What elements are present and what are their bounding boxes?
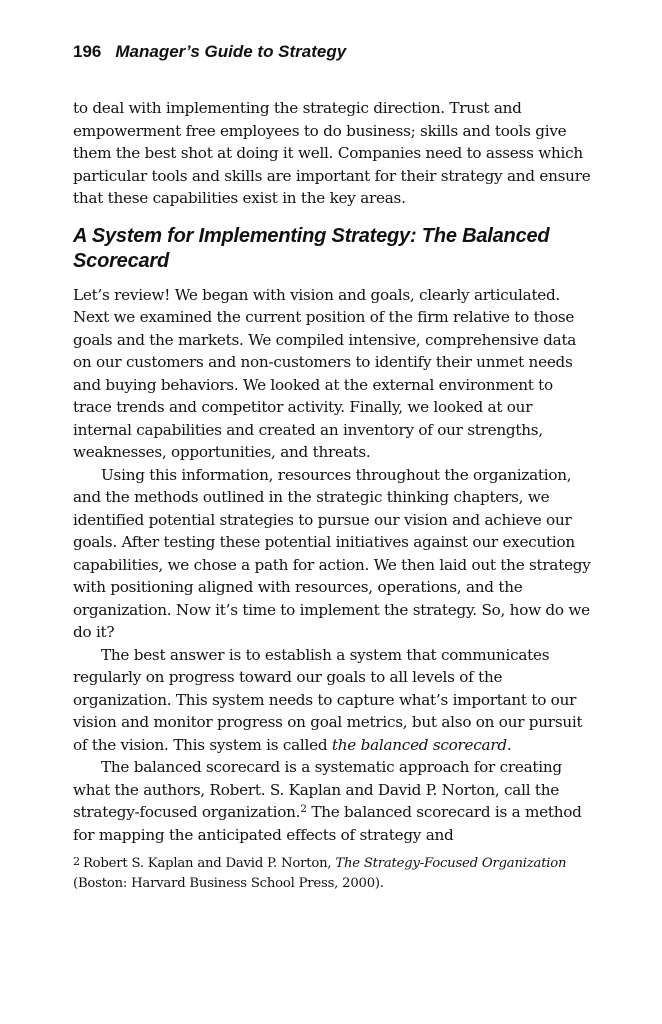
body-text	[73, 97, 593, 846]
footnote	[73, 854, 593, 893]
balanced-scorecard-term: the balanced scorecard.	[331, 735, 512, 754]
paragraph-best-answer-text: The best answer is to establish a system that communicates regularly on progress toward our goals to all levels of the organization. This system needs to capture what’s important to our vision and monitor progress on goal metrics, but also on our pursuit of the vision. This system is called	[73, 645, 583, 754]
footnote-marker: 2	[73, 854, 80, 868]
book-page	[73, 40, 593, 893]
book-title: Manager’s Guide to Strategy	[115, 42, 347, 61]
footnote-reference[interactable]: 2	[300, 802, 307, 816]
paragraph-scorecard-definition	[73, 756, 593, 846]
page-number: 196	[73, 42, 102, 61]
footnote-publication: (Boston: Harvard Business School Press, 2000).	[73, 875, 384, 891]
running-header	[73, 40, 593, 64]
paragraph-review: Let’s review! We began with vision and goals, clearly articulated. Next we examined the current position of the firm relative to those goals and the markets. We compiled intensive, comprehensive data on our customers and non-customers to identify their unmet needs and buying behaviors. We looked at the external environment to trace trends and competitor activity. Finally, we looked at our internal capabilities and created an inventory of our strengths, weaknesses, opportunities, and threats.	[73, 285, 577, 461]
section-heading: A System for Implementing Strategy: The Balanced Scorecard	[73, 224, 550, 272]
paragraph-scorecard-text: The balanced scorecard is a systematic approach for creating what the authors, Robert. S. Kaplan and David P. Norton, call the strategy-focused organization.	[73, 758, 562, 821]
paragraph-scorecard-rest: The balanced scorecard is a method for mapping the anticipated effects of strategy and	[73, 803, 582, 844]
paragraph-using-information: Using this information, resources throughout the organization, and the methods outlined in the strategic thinking chapters, we identified potential strategies to pursue our vision and achieve our goals. After testing these potential initiatives against our execution capabilities, we chose a path for action. We then laid out the strategy with positioning aligned with resources, operations, and the organization. Now it’s time to implement the strategy. So, how do we do it?	[73, 465, 591, 641]
paragraph-best-answer	[73, 644, 593, 757]
footnote-authors: Robert S. Kaplan and David P. Norton,	[82, 856, 332, 871]
footnote-book-title: The Strategy-Focused Organization	[335, 856, 567, 871]
intro-paragraph: to deal with implementing the strategic direction. Trust and empowerment free employees to do business; skills and tools give them the best shot at doing it well. Companies need to assess which particular tools and skills are important for their strategy and ensure that these capabilities exist in the key areas.	[73, 99, 591, 207]
